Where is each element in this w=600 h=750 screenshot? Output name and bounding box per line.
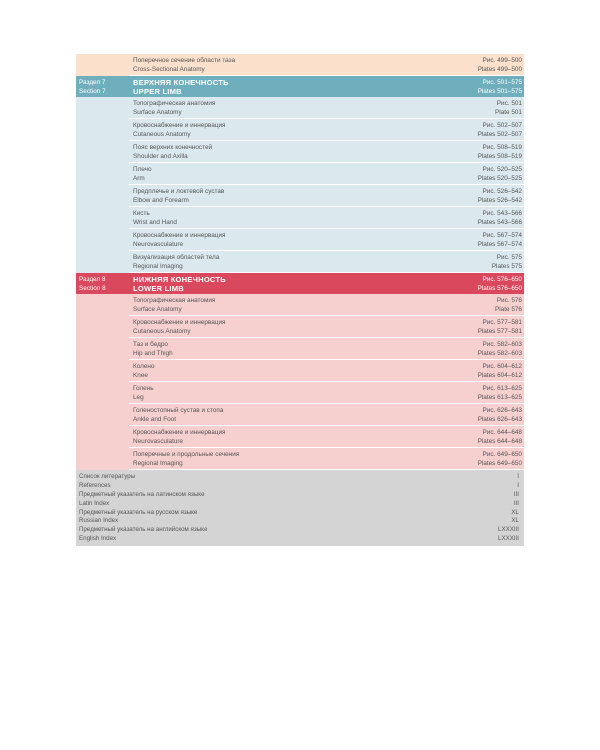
entry-title-en: Cutaneous Anatomy: [133, 131, 191, 138]
toc-entry[interactable]: [76, 316, 524, 338]
entry-title-ru: Плечо: [133, 166, 152, 173]
toc-entry[interactable]: [76, 207, 524, 229]
section-7-header[interactable]: [76, 76, 524, 97]
toc-entry[interactable]: [76, 251, 524, 273]
entry-body: [129, 360, 524, 382]
section-label-en: Section 8: [79, 285, 106, 292]
section-8-header[interactable]: [76, 273, 524, 294]
section-pages-en: Plates 501–575: [477, 88, 522, 95]
entry-pages-en: Plate 501: [494, 109, 522, 116]
entry-pages-ru: Рис. 567–574: [482, 232, 522, 239]
entry-pages-en: Plates 582–603: [477, 350, 522, 357]
back-matter-item[interactable]: [79, 500, 521, 509]
section-label-ru: Раздел 7: [79, 79, 106, 86]
entry-pages-ru: Рис. 508–519: [482, 144, 522, 151]
entry-body: [129, 338, 524, 360]
section-pages-ru: Рис. 501–575: [482, 79, 522, 86]
entry-title-en: Leg: [133, 394, 144, 401]
back-matter-label: Список литературы: [79, 473, 136, 480]
entry-pages-en: Plates 499–500: [477, 66, 522, 73]
toc-entry[interactable]: [76, 426, 524, 448]
section-title-ru: НИЖНЯЯ КОНЕЧНОСТЬ: [133, 274, 226, 284]
entry-pages-en: Plates 502–507: [477, 131, 522, 138]
entry-title-en: Surface Anatomy: [133, 306, 182, 313]
back-matter-page: I: [517, 481, 519, 489]
back-matter-item[interactable]: [79, 491, 521, 500]
entry-pages-en: Plates 526–542: [477, 197, 522, 204]
entry-title-ru: Предплечье и локтевой сустав: [133, 188, 225, 195]
section-gutter: [76, 141, 129, 163]
section-title-ru: ВЕРХНЯЯ КОНЕЧНОСТЬ: [133, 77, 229, 87]
entry-body: [129, 141, 524, 163]
entry-body: [129, 97, 524, 119]
section-gutter: [76, 251, 129, 273]
entry-title-en: Knee: [133, 372, 148, 379]
entry-title-en: Hip and Thigh: [133, 350, 173, 357]
entry-pages-ru: Рис. 520–525: [482, 166, 522, 173]
entry-pages-ru: Рис. 499–500: [482, 57, 522, 64]
section-gutter: [76, 54, 129, 76]
entry-pages-en: Plates 649–650: [477, 460, 522, 467]
section-title-block: [129, 76, 524, 97]
back-matter-page: III: [513, 490, 519, 498]
section-gutter: [76, 185, 129, 207]
toc-entry[interactable]: [76, 97, 524, 119]
section-gutter: [76, 426, 129, 448]
toc-entry[interactable]: [76, 382, 524, 404]
section-pages-en: Plates 576–650: [477, 285, 522, 292]
entry-body: [129, 382, 524, 404]
entry-pages-en: Plates 604–612: [477, 372, 522, 379]
toc-entry[interactable]: [76, 119, 524, 141]
section-label: [76, 273, 129, 294]
entry-pages-ru: Рис. 543–566: [482, 210, 522, 217]
entry-body: [129, 54, 524, 76]
entry-title-en: Surface Anatomy: [133, 109, 182, 116]
entry-body: [129, 251, 524, 273]
back-matter-list: [76, 470, 524, 546]
section-title-block: [129, 273, 524, 294]
entry-body: [129, 426, 524, 448]
toc-entry[interactable]: [76, 163, 524, 185]
entry-body: [129, 448, 524, 470]
entry-pages-en: Plates 626–643: [477, 416, 522, 423]
entry-body: [129, 207, 524, 229]
section-gutter: [76, 97, 129, 119]
back-matter-page: I: [517, 473, 519, 480]
entry-pages-ru: Рис. 502–507: [482, 122, 522, 129]
toc-entry[interactable]: [76, 229, 524, 251]
entry-body: [129, 119, 524, 141]
back-matter-page: XL: [511, 517, 519, 525]
toc-entry[interactable]: [76, 448, 524, 470]
section-label-ru: Раздел 8: [79, 276, 106, 283]
section-label: [76, 76, 129, 97]
entry-title-ru: Кровоснабжение и иннервация: [133, 319, 226, 326]
entry-title-en: Arm: [133, 175, 145, 182]
section-gutter: [76, 338, 129, 360]
entry-body: [129, 185, 524, 207]
entry-pages-ru: Рис. 626–643: [482, 407, 522, 414]
entry-title-ru: Поперечные и продольные сечения: [133, 451, 240, 458]
toc-entry[interactable]: [76, 360, 524, 382]
table-of-contents: [76, 54, 524, 546]
toc-entry[interactable]: [76, 141, 524, 163]
entry-pages-ru: Рис. 501: [496, 100, 522, 107]
back-matter-item[interactable]: [79, 535, 521, 544]
section-gutter: [76, 207, 129, 229]
entry-title-ru: Таз и бедро: [133, 341, 168, 348]
entry-title-en: Cutaneous Anatomy: [133, 328, 191, 335]
back-matter-item[interactable]: [79, 482, 521, 491]
toc-entry[interactable]: [76, 294, 524, 316]
entry-title-en: Neurovasculature: [133, 241, 184, 248]
section-gutter: [76, 229, 129, 251]
entry-title-en: Elbow and Forearm: [133, 197, 189, 204]
entry-pages-en: Plates 577–581: [477, 328, 522, 335]
toc-entry-cross-sectional[interactable]: [76, 54, 524, 76]
entry-pages-en: Plates 613–625: [477, 394, 522, 401]
entry-pages-ru: Рис. 526–542: [482, 188, 522, 195]
back-matter-page: XL: [511, 508, 519, 516]
back-matter-label: Предметный указатель на английском языке: [79, 526, 208, 534]
entry-title-en: Ankle and Foot: [133, 416, 176, 423]
entry-title-ru: Кровоснабжение и иннервация: [133, 429, 226, 436]
back-matter-page: LXXXIII: [498, 535, 519, 543]
entry-pages-en: Plates 520–525: [477, 175, 522, 182]
entry-body: [129, 294, 524, 316]
entry-title-ru: Топографическая анатомия: [133, 297, 216, 304]
section-title-en: UPPER LIMB: [133, 86, 182, 96]
section-label-en: Section 7: [79, 88, 106, 95]
entry-pages-en: Plates 644–648: [477, 438, 522, 445]
toc-entry[interactable]: [76, 185, 524, 207]
section-gutter: [76, 382, 129, 404]
section-pages-ru: Рис. 576–650: [482, 276, 522, 283]
back-matter-item[interactable]: [79, 473, 521, 482]
section-gutter: [76, 294, 129, 316]
back-matter-label: Предметный указатель на латинском языке: [79, 490, 205, 498]
entry-pages-ru: Рис. 649–650: [482, 451, 522, 458]
back-matter-page: LXXXIII: [498, 526, 519, 534]
section-title-en: LOWER LIMB: [133, 283, 184, 293]
entry-title-ru: Топографическая анатомия: [133, 100, 216, 107]
entry-title-ru: Колено: [133, 363, 155, 370]
section-gutter: [76, 448, 129, 470]
entry-pages-ru: Рис. 575: [496, 254, 522, 261]
entry-body: [129, 163, 524, 185]
entry-title-en: Regional Imaging: [133, 263, 183, 270]
entry-pages-en: Plates 567–574: [477, 241, 522, 248]
entry-pages-ru: Рис. 613–625: [482, 385, 522, 392]
entry-title-en: Cross-Sectional Anatomy: [133, 66, 205, 73]
back-matter-item[interactable]: [79, 526, 521, 535]
back-matter-page: III: [513, 499, 519, 507]
entry-pages-ru: Рис. 577–581: [482, 319, 522, 326]
toc-entry[interactable]: [76, 338, 524, 360]
entry-title-ru: Поперечное сечение области таза: [133, 57, 236, 64]
entry-pages-en: Plates 508–519: [477, 153, 522, 160]
entry-pages-en: Plates 543–566: [477, 219, 522, 226]
entry-title-en: Neurovasculature: [133, 438, 184, 445]
back-matter-label: English Index: [79, 535, 117, 543]
back-matter-item[interactable]: [79, 517, 521, 526]
entry-pages-en: Plates 575: [491, 263, 522, 270]
section-gutter: [76, 119, 129, 141]
entry-pages-en: Plate 576: [494, 306, 522, 313]
entry-title-ru: Визуализация областей тела: [133, 254, 220, 261]
entry-title-en: Regional Imaging: [133, 460, 183, 467]
entry-body: [129, 229, 524, 251]
entry-title-ru: Кровоснабжение и иннервация: [133, 232, 226, 239]
back-matter-label: References: [79, 481, 111, 489]
entry-title-ru: Голень: [133, 385, 154, 392]
entry-pages-ru: Рис. 604–612: [482, 363, 522, 370]
back-matter-item[interactable]: [79, 509, 521, 518]
section-gutter: [76, 360, 129, 382]
section-gutter: [76, 316, 129, 338]
entry-title-ru: Пояс верхних конечностей: [133, 144, 213, 151]
section-gutter: [76, 404, 129, 426]
entry-title-ru: Голеностопный сустав и стопа: [133, 407, 224, 414]
entry-title-en: Shoulder and Axilla: [133, 153, 188, 160]
section-gutter: [76, 163, 129, 185]
toc-entry[interactable]: [76, 404, 524, 426]
entry-title-en: Wrist and Hand: [133, 219, 177, 226]
entry-body: [129, 316, 524, 338]
back-matter-label: Latin Index: [79, 499, 110, 507]
entry-pages-ru: Рис. 644–648: [482, 429, 522, 436]
back-matter-label: Russian Index: [79, 517, 119, 525]
entry-pages-ru: Рис. 576: [496, 297, 522, 304]
entry-body: [129, 404, 524, 426]
entry-pages-ru: Рис. 582–603: [482, 341, 522, 348]
entry-title-ru: Кровоснабжение и иннервация: [133, 122, 226, 129]
entry-title-ru: Кисть: [133, 210, 150, 217]
back-matter-label: Предметный указатель на русском языке: [79, 508, 198, 516]
